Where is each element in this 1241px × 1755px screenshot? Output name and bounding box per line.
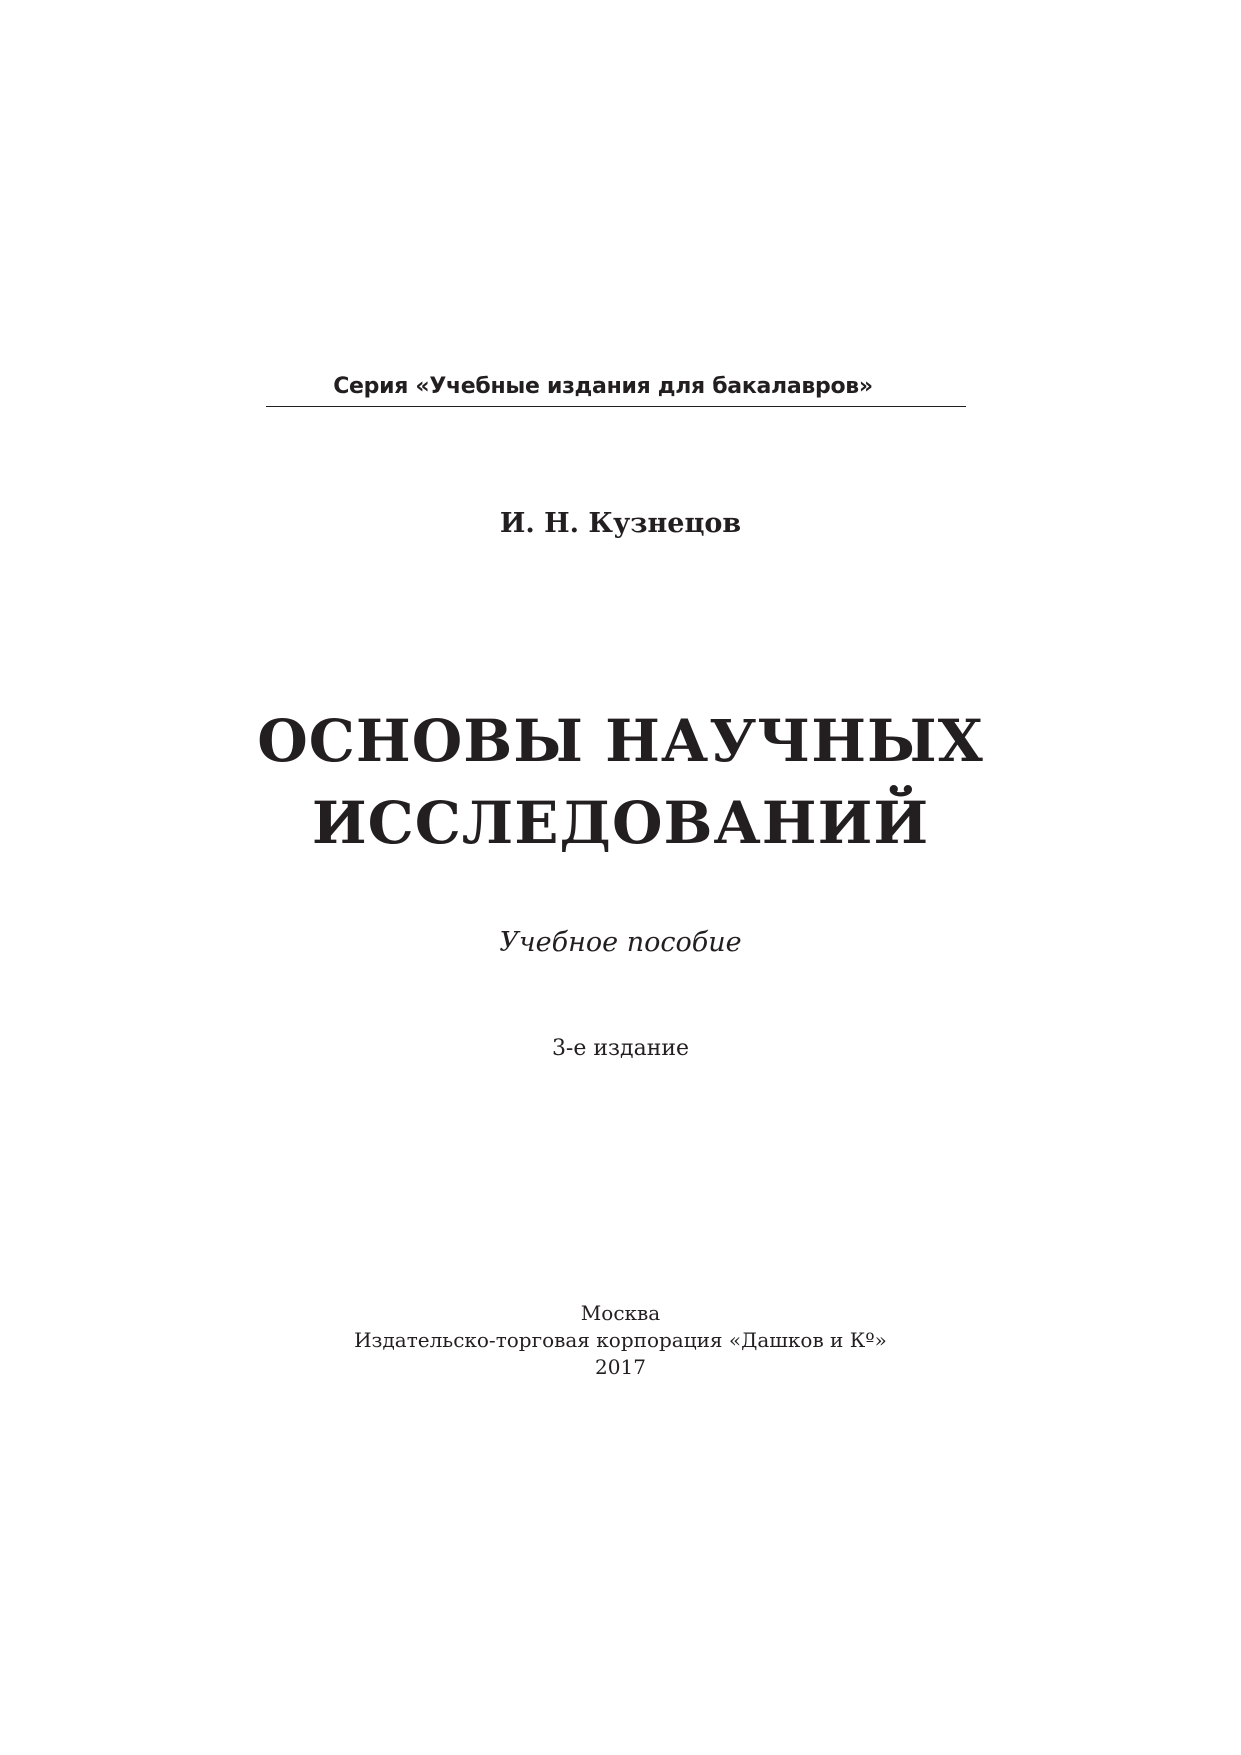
imprint-year: 2017 bbox=[595, 1355, 646, 1379]
imprint bbox=[0, 1300, 1241, 1381]
imprint-publisher: Издательско-торговая корпорация «Дашков и Кº» bbox=[354, 1328, 887, 1352]
imprint-city: Москва bbox=[580, 1301, 661, 1325]
book-title bbox=[0, 700, 1241, 864]
series-name: Серия «Учебные издания для бакалавров» bbox=[333, 374, 873, 399]
series-divider bbox=[266, 406, 966, 407]
edition-label: 3-е издание bbox=[551, 1036, 690, 1061]
author-name: И. Н. Кузнецов bbox=[499, 508, 742, 539]
book-subtitle: Учебное пособие bbox=[499, 927, 742, 958]
book-title-line-2: ИССЛЕДОВАНИЙ bbox=[311, 789, 930, 857]
book-title-line-1: ОСНОВЫ НАУЧНЫХ bbox=[257, 707, 984, 775]
series-header bbox=[266, 370, 966, 407]
